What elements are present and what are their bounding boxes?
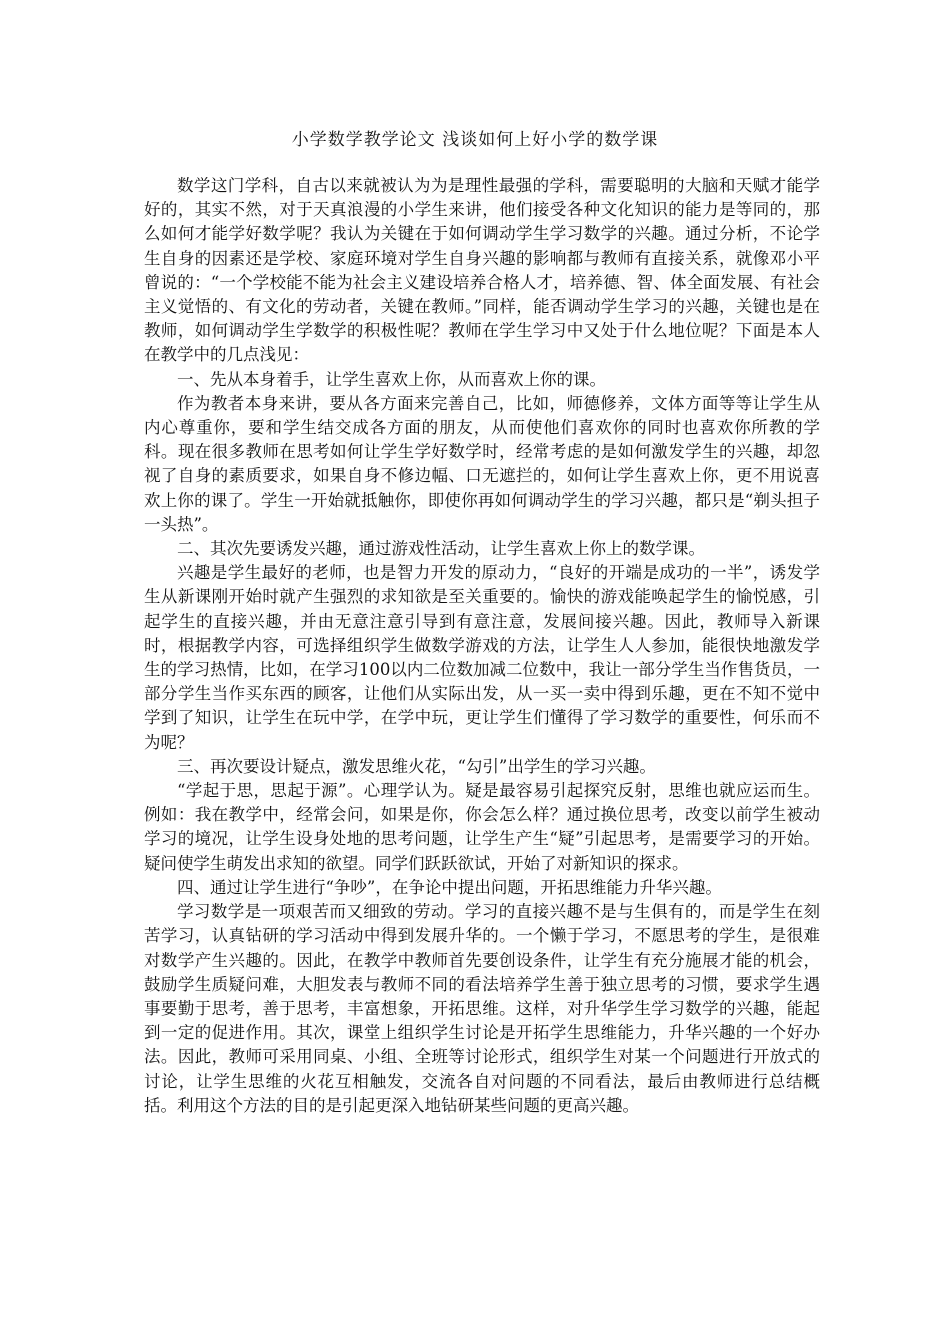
section-heading-1: 一、先从本身着手，让学生喜欢上你，从而喜欢上你的课。: [177, 369, 606, 389]
paragraph-4: 学习数学是一项艰苦而又细致的劳动。学习的直接兴趣不是与生俱有的，而是学生在刻苦学习，认真钻研的学习活动中得到发展升华的。一个懒于学习，不愿思考的学生，是很难对数学产生兴趣的。因此，在教学中教师首先要创设条件，让学生有充分施展才能的机会，鼓励学生质疑问难，大胆发表与教师不同的看法培养学生善于独立思考的习惯，要求学生遇事要勤于思考，善于思考，丰富想象，开拓思维。这样，对升华学生学习数学的兴趣，能起到一定的促进作用。其次，课堂上组织学生讨论是开拓学生思维能力，升华兴趣的一个好办法。因此，教师可采用同桌、小组、全班等讨论形式，组织学生对某一个问题进行开放式的讨论，让学生思维的火花互相触发，交流各自对问题的不同看法，最后由教师进行总结概括。利用这个方法的目的是引起更深入地钻研某些问题的更高兴趣。: [144, 902, 820, 1115]
paragraph-2: 兴趣是学生最好的老师，也是智力开发的原动力，“良好的开端是成功的一半”，诱发学生从新课刚开始时就产生强烈的求知欲是至关重要的。愉快的游戏能唤起学生的愉悦感，引起学生的直接兴趣，并由无意注意引导到有意注意，发展间接兴趣。因此，教师导入新课时，根据教学内容，可选择组织学生做数学游戏的方法，让学生人人参加，能很快地激发学生的学习热情，比如，在学习100以内二位数加减二位数中，我让一部分学生当作售货员，一部分学生当作买东西的顾客，让他们从实际出发，从一买一卖中得到乐趣，更在不知不觉中学到了知识，让学生在玩中学，在学中玩，更让学生们懂得了学习数学的重要性，何乐而不为呢？: [144, 563, 820, 752]
paragraph-1: 作为教者本身来讲，要从各方面来完善自己，比如，师德修养，文体方面等等让学生从内心尊重你，要和学生结交成各方面的朋友，从而使他们喜欢你的同时也喜欢你所教的学科。现在很多教师在思考如何让学生学好数学时，经常考虑的是如何激发学生的兴趣，却忽视了自身的素质要求，如果自身不修边幅、口无遮拦的，如何让学生喜欢上你，更不用说喜欢上你的课了。学生一开始就抵触你，即使你再如何调动学生的学习兴趣，都只是“剃头担子一头热”。: [144, 393, 820, 534]
paragraph-intro: 数学这门学科，自古以来就被认为为是理性最强的学科，需要聪明的大脑和天赋才能学好的，其实不然，对于天真浪漫的小学生来讲，他们接受各种文化知识的能力是等同的，那么如何才能学好数学呢？我认为关键在于如何调动学生学习数学的兴趣。通过分析，不论学生自身的因素还是学校、家庭环境对学生自身兴趣的影响都与教师有直接关系，就像邓小平曾说的：“一个学校能不能为社会主义建设培养合格人才，培养德、智、体全面发展、有社会主义觉悟的、有文化的劳动者，关键在教师。”同样，能否调动学生学习的兴趣，关键也是在教师，如何调动学生学数学的积极性呢？教师在学生学习中又处于什么地位呢？下面是本人在教学中的几点浅见：: [144, 176, 820, 365]
paragraph-3: “学起于思，思起于源”。心理学认为。疑是最容易引起探究反射，思维也就应运而生。例如：我在教学中，经常会问，如果是你，你会怎么样？通过换位思考，改变以前学生被动学习的境况，让学生设身处地的思考问题，让学生产生“疑”引起思考，是需要学习的开始。疑问使学生萌发出求知的欲望。同学们跃跃欲试，开始了对新知识的探求。: [144, 781, 820, 873]
document-title: 小学数学教学论文 浅谈如何上好小学的数学课: [291, 130, 659, 150]
document-body: [144, 174, 820, 1118]
section-heading-4: 四、通过让学生进行“争吵”，在争论中提出问题，开拓思维能力升华兴趣。: [177, 877, 722, 897]
section-heading-3: 三、再次要设计疑点，激发思维火花，“勾引”出学生的学习兴趣。: [177, 756, 656, 776]
section-heading-2: 二、其次先要诱发兴趣，通过游戏性活动，让学生喜欢上你上的数学课。: [177, 539, 705, 559]
